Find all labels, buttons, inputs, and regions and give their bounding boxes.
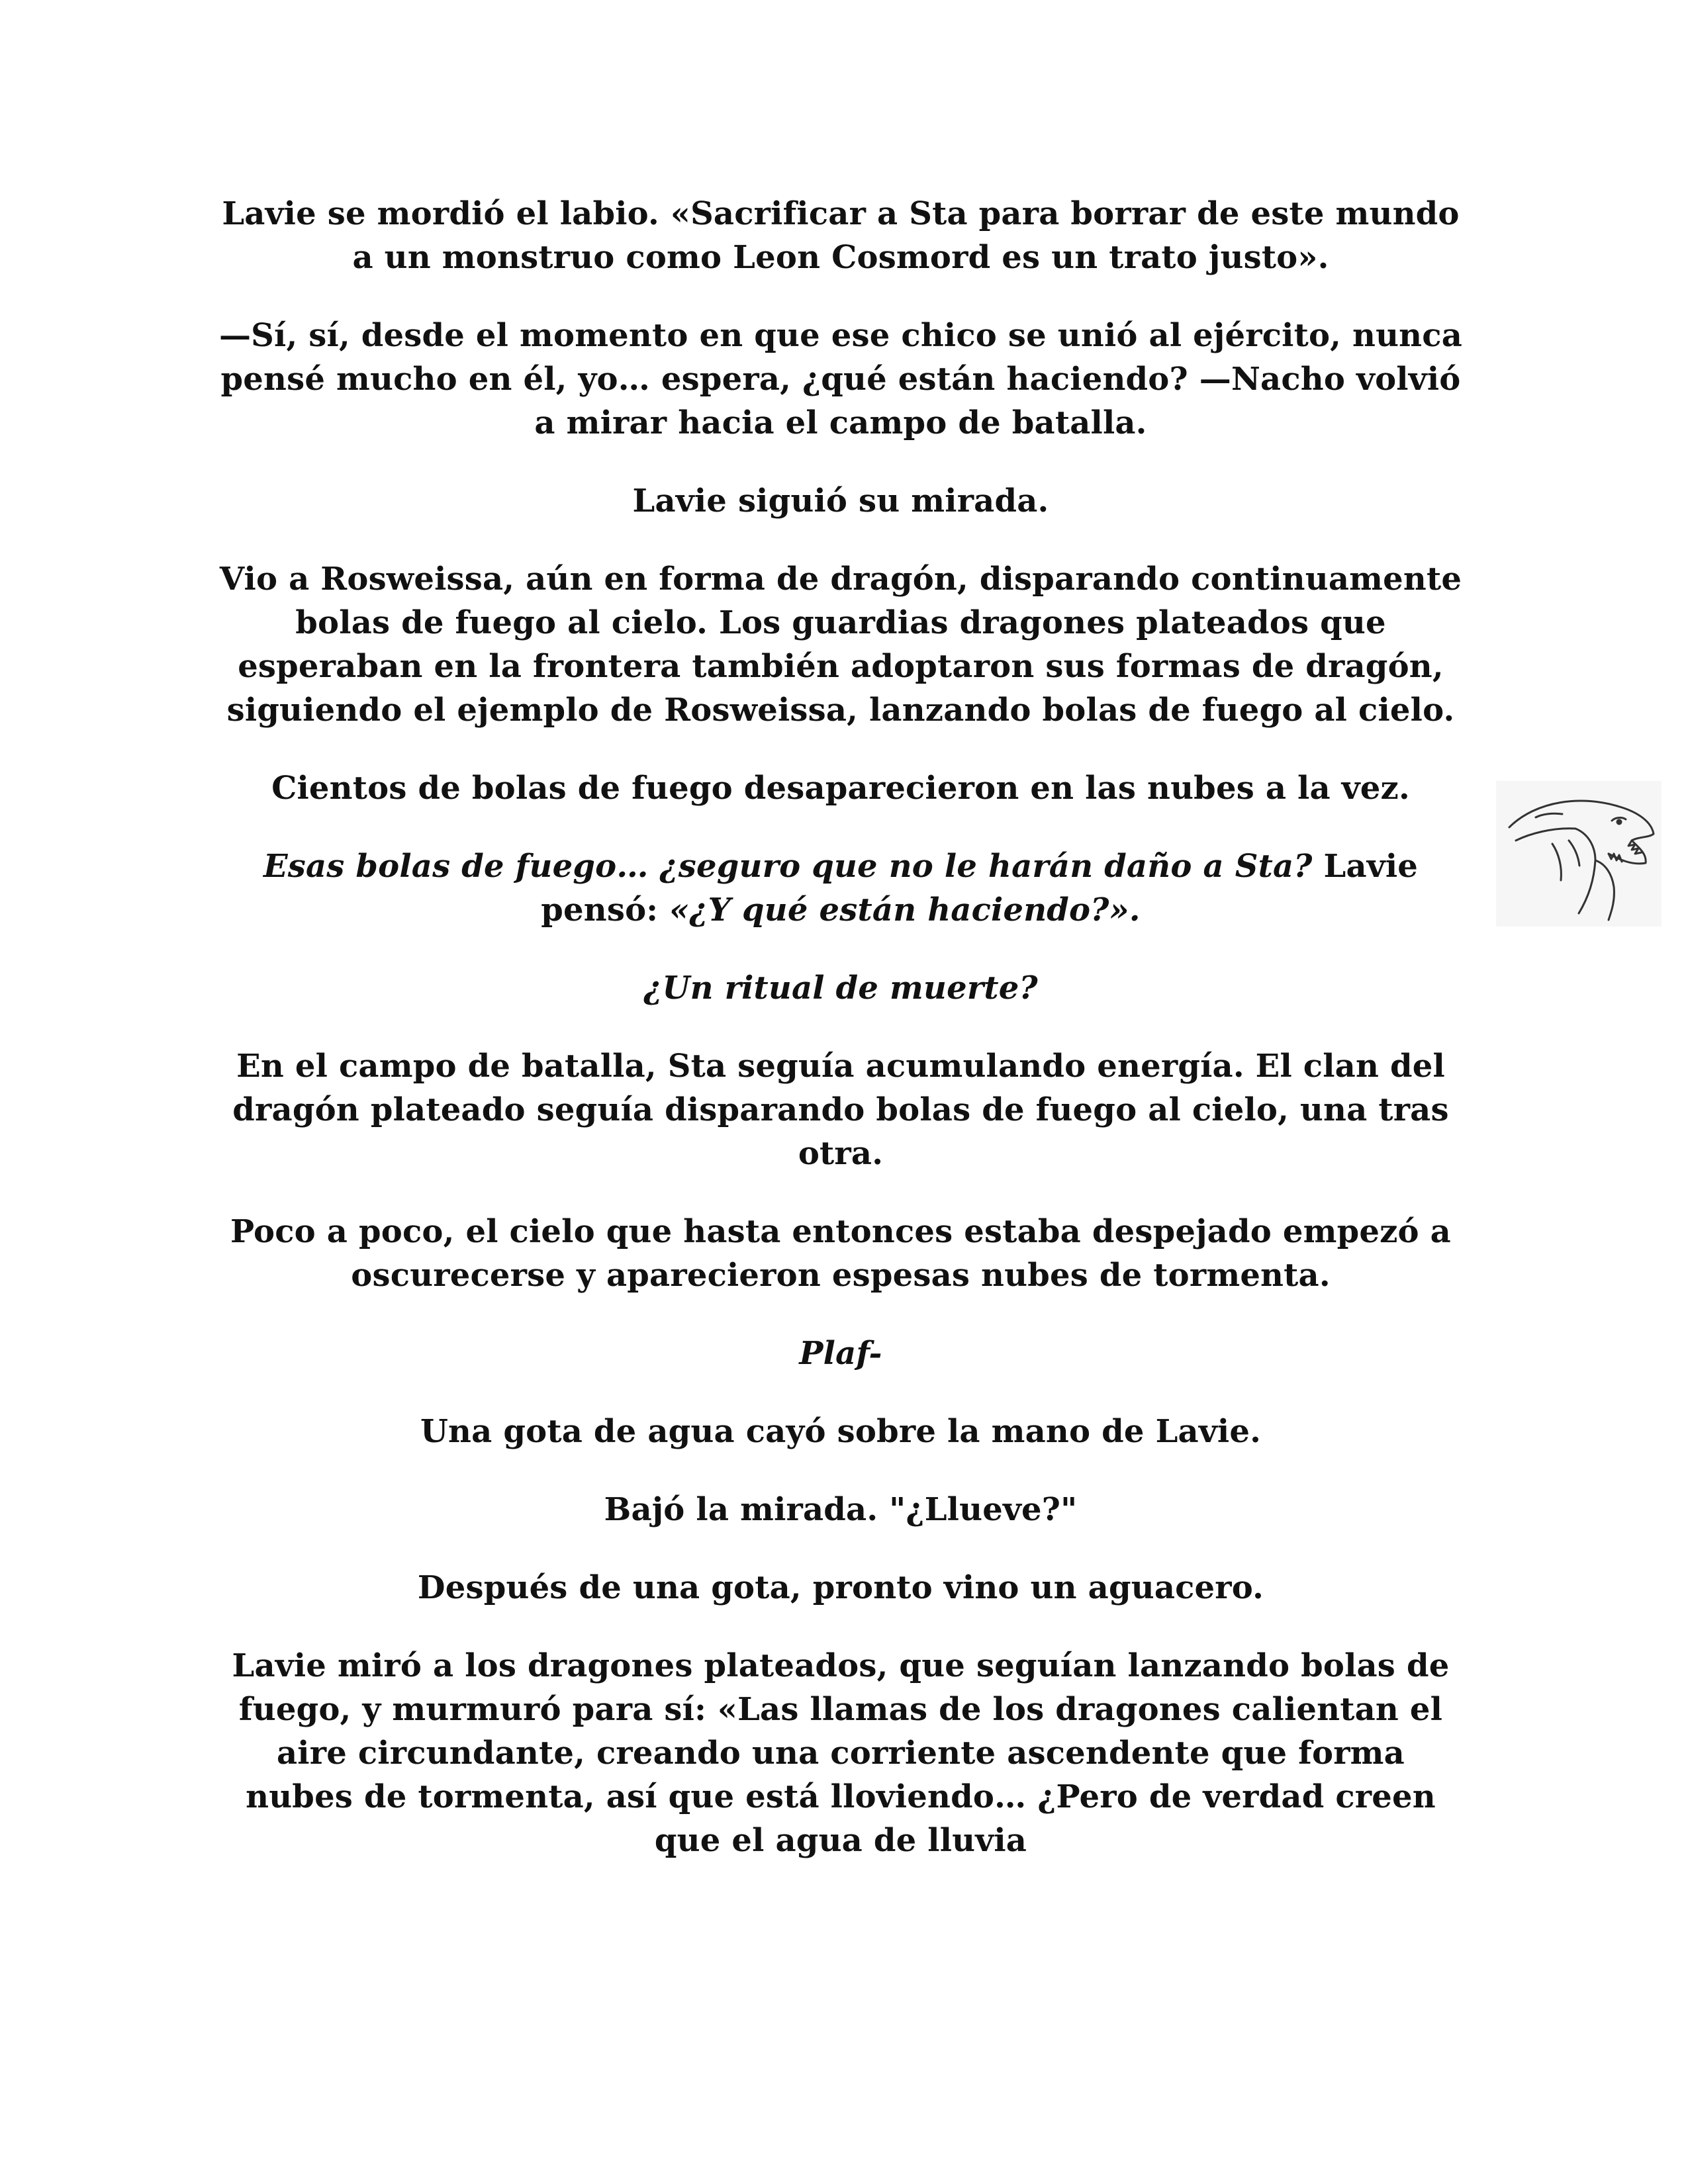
- text-segment: Bajó la mirada. "¿Llueve?": [604, 1491, 1078, 1528]
- paragraph: [218, 766, 1463, 810]
- page-body: [218, 192, 1463, 1897]
- paragraph: [218, 1332, 1463, 1375]
- text-segment-italic: ¿Un ritual de muerte?: [643, 970, 1038, 1007]
- text-segment: Lavie se mordió el labio. «Sacrificar a Sta para borrar de este mundo a un monstruo como Leon Cosmord es un trato justo».: [222, 195, 1460, 276]
- text-segment: Poco a poco, el cielo que hasta entonces estaba despejado empezó a oscurecerse y aparecieron espesas nubes de tormenta.: [230, 1213, 1451, 1294]
- dinosaur-head-sketch-icon: [1496, 781, 1662, 927]
- text-segment: Después de una gota, pronto vino un aguacero.: [417, 1569, 1264, 1606]
- text-segment-italic: Esas bolas de fuego… ¿seguro que no le harán daño a Sta?: [263, 848, 1313, 885]
- paragraph: [218, 966, 1463, 1010]
- paragraph: [218, 557, 1463, 732]
- paragraph: [218, 844, 1463, 932]
- text-segment: Lavie miró a los dragones plateados, que seguían lanzando bolas de fuego, y murmuró para sí: «Las llamas de los dragones calientan el aire circundante, creando una corriente ascendente que forma nubes de tormenta, así que está lloviendo… ¿Pero de verdad creen que el agua de lluvia: [232, 1647, 1450, 1859]
- text-segment: Vio a Rosweissa, aún en forma de dragón, disparando continuamente bolas de fuego al cielo. Los guardias dragones plateados que esperaban en la frontera también adoptaron sus formas de dragón, siguiendo el ejemplo de Rosweissa, lanzando bolas de fuego al cielo.: [219, 561, 1462, 729]
- paragraph: [218, 1488, 1463, 1531]
- dinosaur-head-sketch-icon: [1496, 781, 1662, 927]
- text-segment-italic: «¿Y qué están haciendo?».: [669, 891, 1141, 929]
- paragraph: [218, 1410, 1463, 1453]
- text-segment-italic: Plaf-: [799, 1335, 882, 1372]
- text-segment: —Sí, sí, desde el momento en que ese chico se unió al ejército, nunca pensé mucho en él, yo… espera, ¿qué están haciendo? —Nacho volvió a mirar hacia el campo de batalla.: [218, 317, 1463, 441]
- text-segment: En el campo de batalla, Sta seguía acumulando energía. El clan del dragón plateado seguía disparando bolas de fuego al cielo, una tras otra.: [232, 1048, 1449, 1172]
- paragraph: [218, 1044, 1463, 1175]
- paragraph: [218, 1644, 1463, 1862]
- text-segment: Lavie siguió su mirada.: [632, 482, 1049, 520]
- paragraph: [218, 479, 1463, 523]
- paragraph: [218, 314, 1463, 445]
- text-segment: Una gota de agua cayó sobre la mano de Lavie.: [420, 1413, 1261, 1450]
- text-segment: Cientos de bolas de fuego desaparecieron en las nubes a la vez.: [271, 770, 1410, 807]
- paragraph: [218, 1566, 1463, 1610]
- paragraph: [218, 1210, 1463, 1297]
- paragraph: [218, 192, 1463, 279]
- text-segment: Lavie pensó:: [541, 848, 1419, 929]
